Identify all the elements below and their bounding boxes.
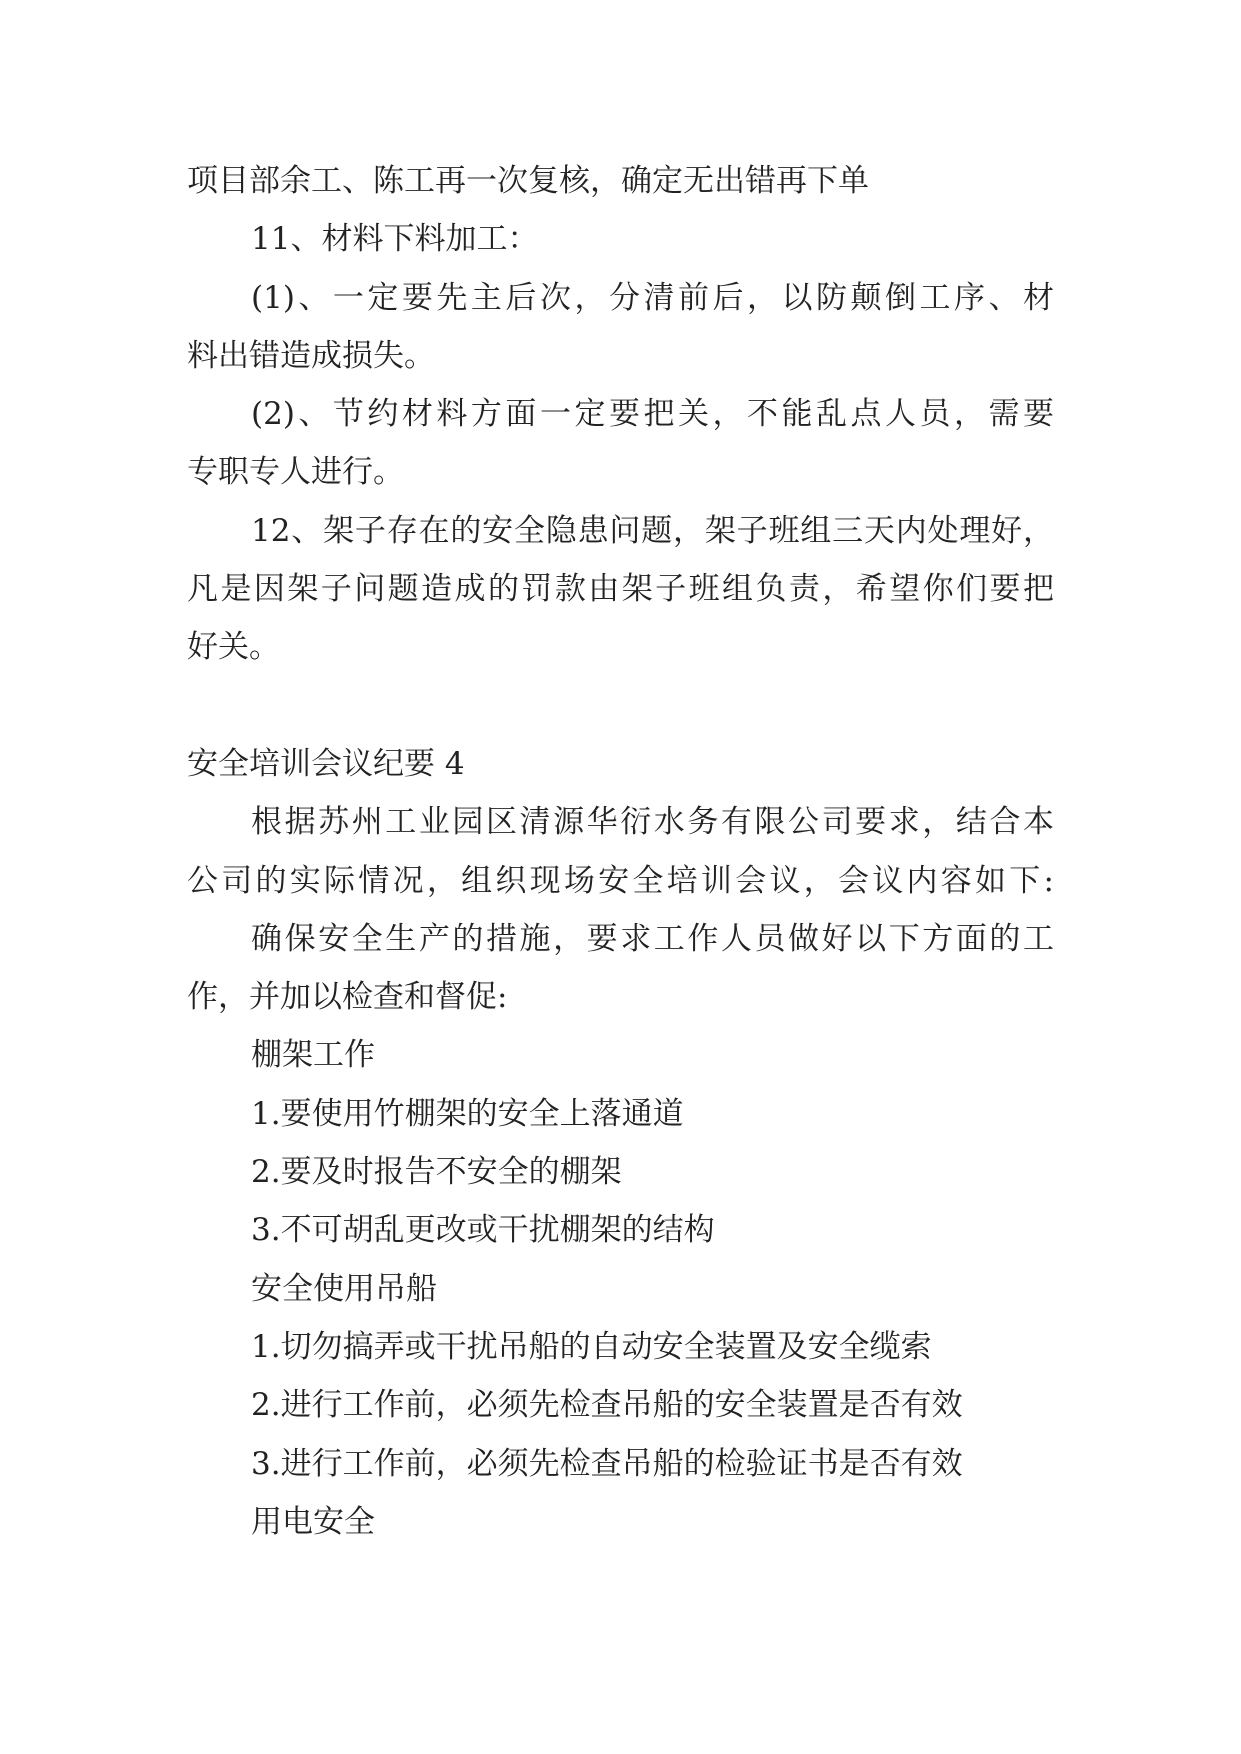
paragraph-line: (1)、一定要先主后次，分清前后，以防颠倒工序、材 xyxy=(251,279,1054,316)
paragraph-continuation xyxy=(187,152,1054,210)
section-title xyxy=(187,735,1054,793)
paragraph-item-12 xyxy=(187,502,1054,677)
paragraph-item-11-2 xyxy=(187,385,1054,502)
list-item xyxy=(187,1435,1054,1493)
paragraph-line: 好关。 xyxy=(187,629,280,666)
paragraph-line: 确保安全生产的措施，要求工作人员做好以下方面的工 xyxy=(251,920,1054,957)
paragraph-line: 料出错造成损失。 xyxy=(187,337,435,374)
document-body xyxy=(187,152,1054,1551)
list-item xyxy=(187,1318,1054,1376)
paragraph-item-11-heading xyxy=(187,210,1054,268)
paragraph-line: 专职专人进行。 xyxy=(187,454,404,491)
list-item-text: 2.进行工作前，必须先检查吊船的安全装置是否有效 xyxy=(251,1387,963,1424)
subheading-scaffolding xyxy=(187,1026,1054,1084)
section-title-text: 安全培训会议纪要 4 xyxy=(187,745,465,782)
subheading-gondola xyxy=(187,1260,1054,1318)
paragraph-line: 凡是因架子问题造成的罚款由架子班组负责，希望你们要把 xyxy=(187,571,1054,608)
paragraph-line: 作，并加以检查和督促: xyxy=(187,979,508,1016)
subheading-text: 用电安全 xyxy=(251,1503,375,1540)
subheading-text: 安全使用吊船 xyxy=(251,1270,437,1307)
subheading-electrical-safety xyxy=(187,1493,1054,1551)
paragraph-measures xyxy=(187,910,1054,1027)
list-item xyxy=(187,1143,1054,1201)
paragraph-line: 12、架子存在的安全隐患问题，架子班组三天内处理好， xyxy=(251,512,1054,549)
paragraph-intro xyxy=(187,793,1054,910)
paragraph-line: 11、材料下料加工： xyxy=(251,221,539,258)
list-item-text: 1.切勿搞弄或干扰吊船的自动安全装置及安全缆索 xyxy=(251,1328,932,1365)
paragraph-line: 公司的实际情况，组织现场安全培训会议，会议内容如下: xyxy=(187,862,1054,899)
paragraph-line: (2)、节约材料方面一定要把关，不能乱点人员，需要 xyxy=(251,396,1054,433)
list-item xyxy=(187,1085,1054,1143)
list-item-text: 2.要及时报告不安全的棚架 xyxy=(251,1154,622,1191)
list-item xyxy=(187,1201,1054,1259)
list-item-text: 1.要使用竹棚架的安全上落通道 xyxy=(251,1095,684,1132)
paragraph-line: 项目部余工、陈工再一次复核，确定无出错再下单 xyxy=(187,163,869,199)
list-item-text: 3.进行工作前，必须先检查吊船的检验证书是否有效 xyxy=(251,1445,963,1482)
subheading-text: 棚架工作 xyxy=(251,1037,375,1074)
paragraph-item-11-1 xyxy=(187,269,1054,386)
paragraph-line: 根据苏州工业园区清源华衍水务有限公司要求，结合本 xyxy=(251,804,1054,841)
list-item-text: 3.不可胡乱更改或干扰棚架的结构 xyxy=(251,1212,715,1249)
list-item xyxy=(187,1376,1054,1434)
